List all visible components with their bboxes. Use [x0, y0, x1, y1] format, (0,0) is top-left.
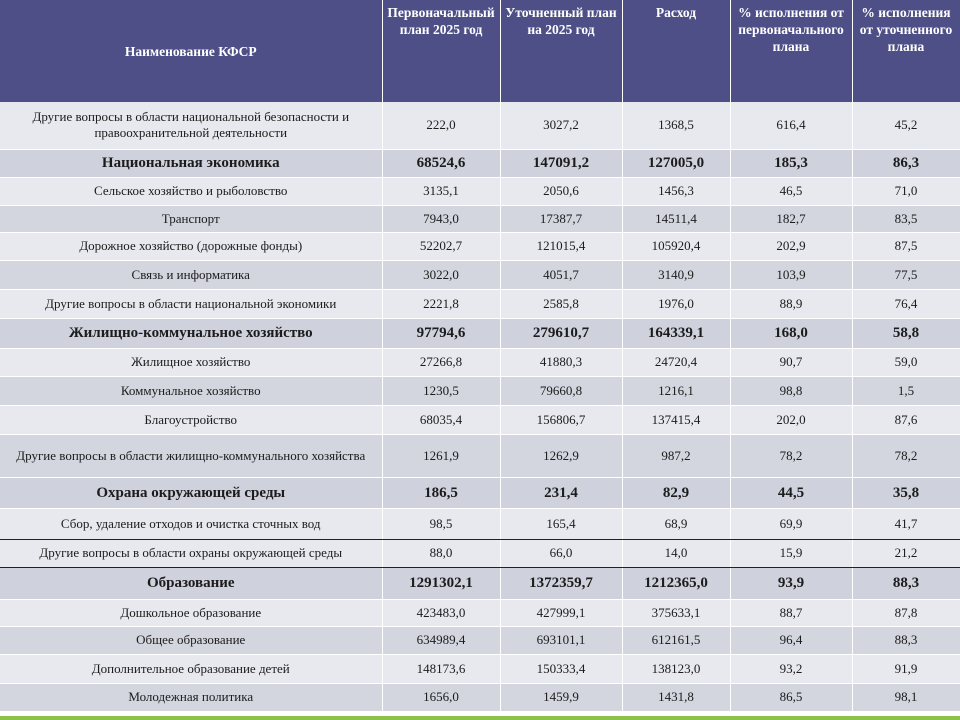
cell-plan-initial: 3022,0 — [382, 260, 500, 289]
cell-plan-updated: 1372359,7 — [500, 567, 622, 599]
cell-pct-updated: 76,4 — [852, 289, 960, 318]
cell-pct-initial: 44,5 — [730, 477, 852, 508]
cell-name: Благоустройство — [0, 405, 382, 434]
cell-plan-updated: 2585,8 — [500, 289, 622, 318]
cell-pct-initial: 15,9 — [730, 539, 852, 567]
cell-plan-updated: 41880,3 — [500, 348, 622, 376]
cell-name: Жилищное хозяйство — [0, 348, 382, 376]
cell-plan-initial: 7943,0 — [382, 205, 500, 232]
cell-pct-updated: 58,8 — [852, 318, 960, 348]
header-plan-initial: Первоначальный план 2025 год — [382, 0, 500, 102]
table-row — [0, 599, 960, 626]
cell-name: Сельское хозяйство и рыболовство — [0, 177, 382, 205]
table-row — [0, 508, 960, 539]
section-row — [0, 567, 960, 599]
cell-expense: 1431,8 — [622, 683, 730, 711]
table-row — [0, 376, 960, 405]
cell-pct-updated: 91,9 — [852, 654, 960, 683]
cell-plan-updated: 150333,4 — [500, 654, 622, 683]
table-body — [0, 102, 960, 711]
cell-name: Дополнительное образование детей — [0, 654, 382, 683]
cell-pct-updated: 78,2 — [852, 434, 960, 477]
cell-name: Другие вопросы в области национальной безопасности и правоохранительной деятельности — [0, 102, 382, 149]
table-row — [0, 434, 960, 477]
cell-pct-updated: 59,0 — [852, 348, 960, 376]
cell-pct-initial: 202,9 — [730, 232, 852, 260]
cell-pct-initial: 93,9 — [730, 567, 852, 599]
cell-pct-initial: 46,5 — [730, 177, 852, 205]
cell-pct-updated: 87,8 — [852, 599, 960, 626]
cell-pct-updated: 21,2 — [852, 539, 960, 567]
cell-pct-initial: 202,0 — [730, 405, 852, 434]
cell-pct-initial: 69,9 — [730, 508, 852, 539]
cell-plan-updated: 1262,9 — [500, 434, 622, 477]
cell-expense: 612161,5 — [622, 626, 730, 654]
section-row — [0, 477, 960, 508]
cell-plan-initial: 3135,1 — [382, 177, 500, 205]
cell-name: Национальная экономика — [0, 149, 382, 177]
cell-expense: 127005,0 — [622, 149, 730, 177]
cell-plan-updated: 231,4 — [500, 477, 622, 508]
table-row — [0, 289, 960, 318]
cell-plan-initial: 1230,5 — [382, 376, 500, 405]
cell-plan-initial: 27266,8 — [382, 348, 500, 376]
cell-plan-updated: 4051,7 — [500, 260, 622, 289]
cell-pct-updated: 1,5 — [852, 376, 960, 405]
table-row — [0, 348, 960, 376]
cell-plan-updated: 147091,2 — [500, 149, 622, 177]
cell-name: Коммунальное хозяйство — [0, 376, 382, 405]
header-pct-updated: % исполнения от уточненного плана — [852, 0, 960, 102]
cell-pct-updated: 71,0 — [852, 177, 960, 205]
cell-name: Молодежная политика — [0, 683, 382, 711]
cell-expense: 137415,4 — [622, 405, 730, 434]
cell-pct-initial: 90,7 — [730, 348, 852, 376]
cell-plan-updated: 156806,7 — [500, 405, 622, 434]
cell-pct-updated: 87,6 — [852, 405, 960, 434]
cell-pct-updated: 77,5 — [852, 260, 960, 289]
cell-plan-updated: 2050,6 — [500, 177, 622, 205]
cell-name: Другие вопросы в области охраны окружающей среды — [0, 539, 382, 567]
cell-expense: 1212365,0 — [622, 567, 730, 599]
cell-plan-updated: 121015,4 — [500, 232, 622, 260]
header-plan-updated: Уточненный план на 2025 год — [500, 0, 622, 102]
cell-pct-initial: 88,7 — [730, 599, 852, 626]
cell-name: Образование — [0, 567, 382, 599]
cell-name: Общее образование — [0, 626, 382, 654]
cell-pct-updated: 41,7 — [852, 508, 960, 539]
cell-name: Дорожное хозяйство (дорожные фонды) — [0, 232, 382, 260]
cell-plan-updated: 66,0 — [500, 539, 622, 567]
cell-pct-initial: 103,9 — [730, 260, 852, 289]
table-row — [0, 405, 960, 434]
cell-expense: 82,9 — [622, 477, 730, 508]
header-name: Наименование КФСР — [0, 0, 382, 102]
cell-pct-updated: 87,5 — [852, 232, 960, 260]
cell-name: Дошкольное образование — [0, 599, 382, 626]
cell-plan-initial: 98,5 — [382, 508, 500, 539]
cell-pct-initial: 616,4 — [730, 102, 852, 149]
cell-pct-updated: 86,3 — [852, 149, 960, 177]
cell-plan-initial: 1656,0 — [382, 683, 500, 711]
cell-name: Жилищно-коммунальное хозяйство — [0, 318, 382, 348]
cell-pct-initial: 182,7 — [730, 205, 852, 232]
cell-name: Охрана окружающей среды — [0, 477, 382, 508]
cell-plan-initial: 68524,6 — [382, 149, 500, 177]
cell-plan-initial: 148173,6 — [382, 654, 500, 683]
table-row — [0, 539, 960, 567]
cell-plan-initial: 52202,7 — [382, 232, 500, 260]
cell-pct-updated: 45,2 — [852, 102, 960, 149]
cell-plan-updated: 165,4 — [500, 508, 622, 539]
cell-pct-updated: 88,3 — [852, 626, 960, 654]
cell-plan-updated: 17387,7 — [500, 205, 622, 232]
cell-plan-updated: 79660,8 — [500, 376, 622, 405]
cell-name: Другие вопросы в области национальной экономики — [0, 289, 382, 318]
cell-name: Другие вопросы в области жилищно-коммунального хозяйства — [0, 434, 382, 477]
cell-expense: 1216,1 — [622, 376, 730, 405]
cell-pct-updated: 88,3 — [852, 567, 960, 599]
cell-plan-updated: 3027,2 — [500, 102, 622, 149]
cell-plan-initial: 1291302,1 — [382, 567, 500, 599]
header-expense: Расход — [622, 0, 730, 102]
cell-plan-initial: 186,5 — [382, 477, 500, 508]
cell-expense: 375633,1 — [622, 599, 730, 626]
table-row — [0, 232, 960, 260]
cell-expense: 138123,0 — [622, 654, 730, 683]
cell-pct-initial: 98,8 — [730, 376, 852, 405]
table-row — [0, 654, 960, 683]
cell-pct-initial: 78,2 — [730, 434, 852, 477]
table-row — [0, 683, 960, 711]
cell-pct-updated: 35,8 — [852, 477, 960, 508]
table-row — [0, 205, 960, 232]
cell-expense: 68,9 — [622, 508, 730, 539]
cell-plan-initial: 222,0 — [382, 102, 500, 149]
cell-expense: 14,0 — [622, 539, 730, 567]
cell-expense: 105920,4 — [622, 232, 730, 260]
cell-pct-initial: 86,5 — [730, 683, 852, 711]
cell-plan-initial: 634989,4 — [382, 626, 500, 654]
cell-plan-updated: 693101,1 — [500, 626, 622, 654]
cell-expense: 1976,0 — [622, 289, 730, 318]
bottom-accent-line — [0, 716, 960, 720]
cell-name: Связь и информатика — [0, 260, 382, 289]
cell-expense: 164339,1 — [622, 318, 730, 348]
cell-plan-updated: 279610,7 — [500, 318, 622, 348]
cell-expense: 1368,5 — [622, 102, 730, 149]
cell-plan-initial: 2221,8 — [382, 289, 500, 318]
table-row — [0, 626, 960, 654]
cell-plan-initial: 423483,0 — [382, 599, 500, 626]
cell-pct-initial: 93,2 — [730, 654, 852, 683]
cell-expense: 1456,3 — [622, 177, 730, 205]
cell-pct-initial: 185,3 — [730, 149, 852, 177]
cell-pct-initial: 168,0 — [730, 318, 852, 348]
cell-plan-initial: 68035,4 — [382, 405, 500, 434]
cell-pct-initial: 88,9 — [730, 289, 852, 318]
cell-expense: 987,2 — [622, 434, 730, 477]
cell-pct-updated: 98,1 — [852, 683, 960, 711]
header-row — [0, 0, 960, 102]
table-row — [0, 260, 960, 289]
cell-plan-initial: 88,0 — [382, 539, 500, 567]
section-row — [0, 318, 960, 348]
cell-name: Сбор, удаление отходов и очистка сточных вод — [0, 508, 382, 539]
table-row — [0, 102, 960, 149]
cell-expense: 3140,9 — [622, 260, 730, 289]
cell-plan-initial: 97794,6 — [382, 318, 500, 348]
cell-expense: 14511,4 — [622, 205, 730, 232]
cell-plan-updated: 427999,1 — [500, 599, 622, 626]
cell-pct-updated: 83,5 — [852, 205, 960, 232]
table-row — [0, 177, 960, 205]
section-row — [0, 149, 960, 177]
cell-expense: 24720,4 — [622, 348, 730, 376]
cell-plan-initial: 1261,9 — [382, 434, 500, 477]
header-pct-initial: % исполнения от первоначального плана — [730, 0, 852, 102]
cell-name: Транспорт — [0, 205, 382, 232]
cell-pct-initial: 96,4 — [730, 626, 852, 654]
cell-plan-updated: 1459,9 — [500, 683, 622, 711]
